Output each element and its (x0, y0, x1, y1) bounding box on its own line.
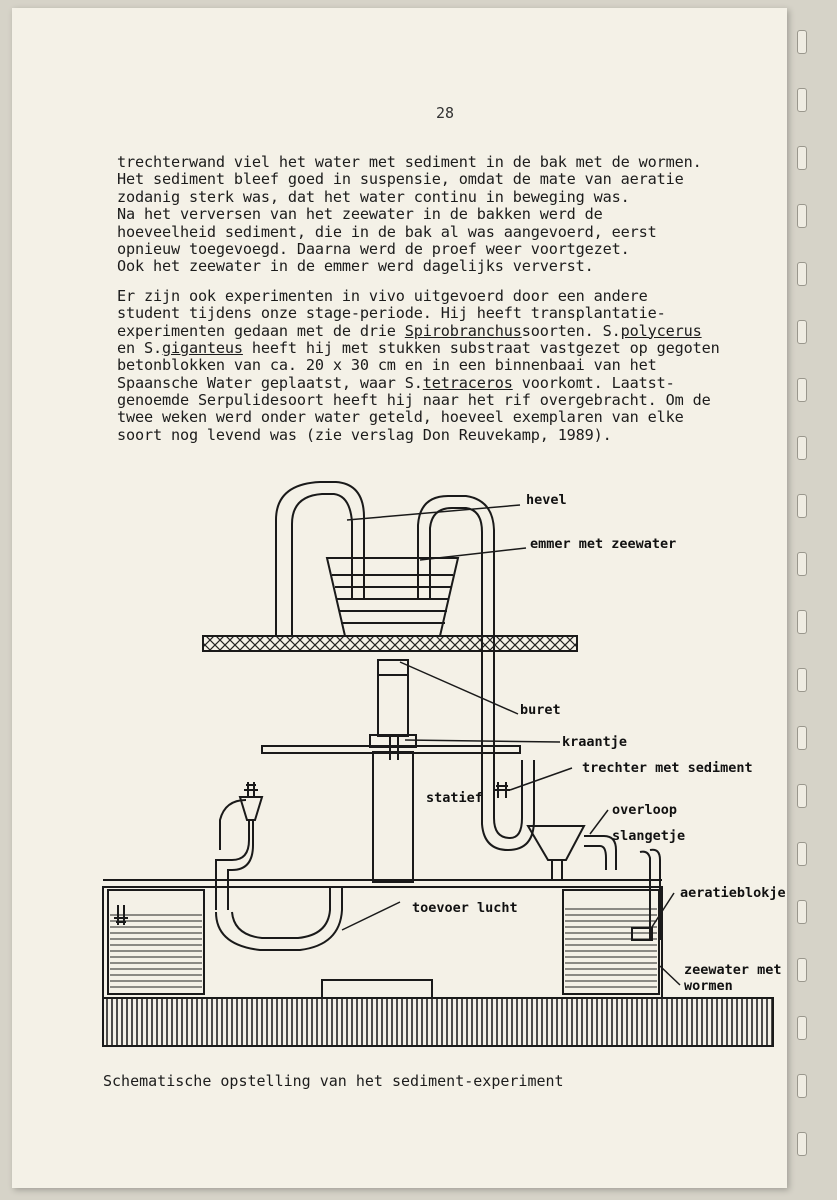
shelf (203, 636, 577, 651)
text-line: Er zijn ook experimenten in vivo uitgevoerd door een andere (117, 286, 648, 305)
label-overloop: overloop (612, 802, 678, 818)
label-buret: buret (520, 702, 561, 718)
text-line: genoemde Serpulidesoort heeft hij naar het rif overgebracht. Om de (117, 391, 711, 410)
label-emmer-met-zeewater: emmer met zeewater (530, 536, 677, 552)
label-kraantje: kraantje (562, 734, 628, 750)
text-line: student tijdens onze stage-periode. Hij heeft transplantatie- (117, 304, 666, 323)
page-number: 28 (436, 104, 455, 122)
text-line: experimenten gedaan met de drie Spirobranchussoorten. S.polycerus (117, 321, 702, 340)
label-trechter-met-sediment: trechter met sediment (582, 760, 753, 776)
buret (378, 660, 408, 736)
label-toevoer-lucht: toevoer lucht (412, 900, 518, 916)
text-line: soort nog levend was (zie verslag Don Reuvekamp, 1989). (117, 425, 612, 444)
label-wormen: wormen (684, 978, 733, 994)
stand (373, 752, 413, 882)
label-zeewater-met: zeewater met (684, 962, 782, 978)
funnel-right (528, 826, 584, 860)
text-line: betonblokken van ca. 20 x 30 cm en in een binnenbaai van het (117, 356, 657, 375)
label-slangetje: slangetje (612, 828, 686, 844)
text-line: hoeveelheid sediment, die in de bak al was aangevoerd, eerst (117, 222, 657, 241)
text-line: en S.giganteus heeft hij met stukken substraat vastgezet op gegoten (117, 338, 720, 357)
label-statief: statief (426, 790, 483, 806)
figure-caption: Schematische opstelling van het sediment-experiment (103, 1072, 564, 1090)
text-line: twee weken werd onder water geteld, hoeveel exemplaren van elke (117, 408, 684, 427)
text-line: Ook het zeewater in de emmer werd dagelijks ververst. (117, 257, 594, 276)
text-line: opnieuw toegevoegd. Daarna werd de proef weer voortgezet. (117, 239, 630, 258)
bucket (327, 558, 458, 636)
base-floor (103, 998, 773, 1046)
label-hevel: hevel (526, 492, 567, 508)
text-line: zodanig sterk was, dat het water continu in beweging was. (117, 187, 630, 206)
label-aeratieblokje: aeratieblokje (680, 885, 786, 901)
text-line: trechterwand viel het water met sediment in de bak met de wormen. (117, 153, 702, 171)
text-line: Het sediment bleef goed in suspensie, omdat de mate van aeratie (117, 170, 684, 189)
text-line: Na het verversen van het zeewater in de bakken werd de (117, 205, 603, 224)
text-line: Spaansche Water geplaatst, waar S.tetraceros voorkomt. Laatst- (117, 373, 675, 392)
